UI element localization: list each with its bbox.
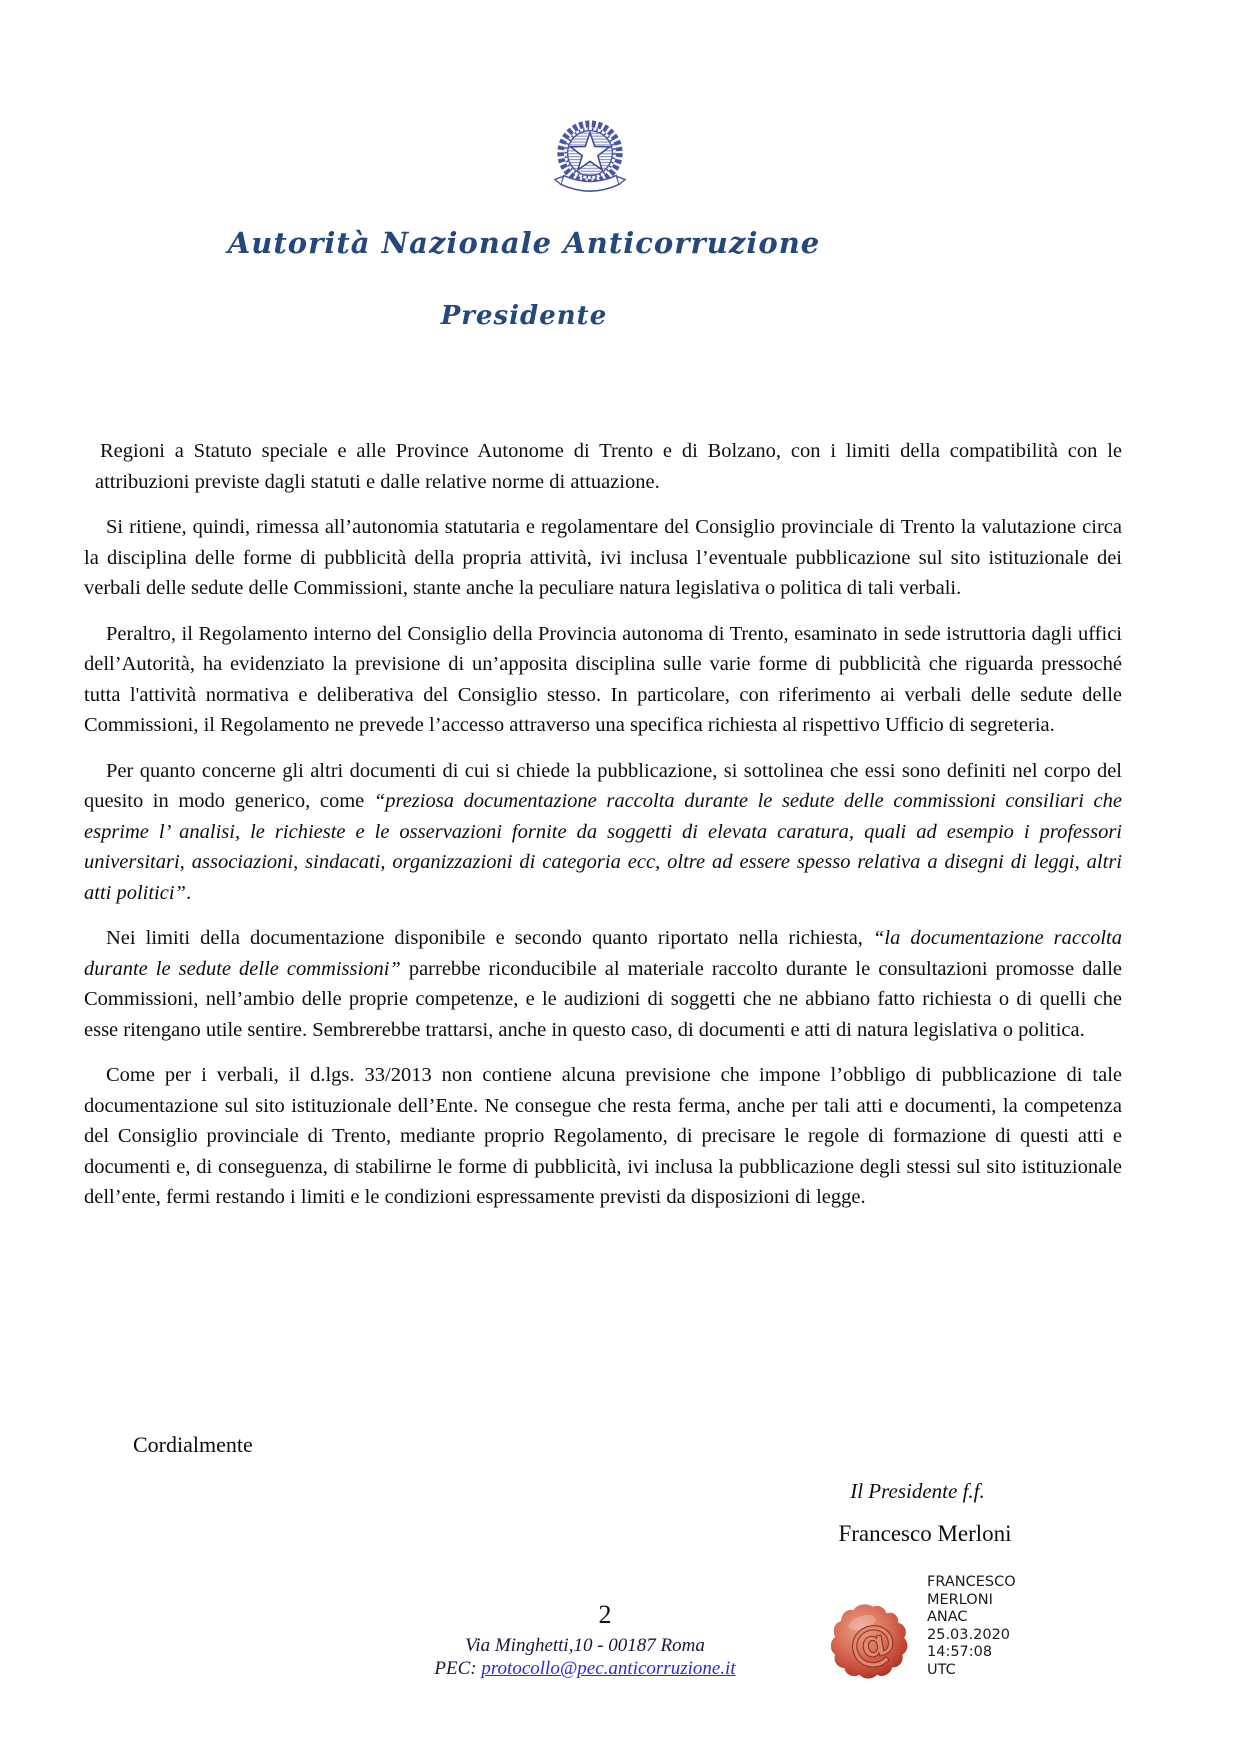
stamp-line: ANAC [927,1609,968,1626]
authority-name: Autorità Nazionale Anticorruzione [227,226,821,260]
stamp-line: 25.03.2020 [927,1626,1011,1643]
digital-signature-stamp [831,1570,1111,1690]
wax-seal-icon [831,1598,915,1686]
paragraph: Peraltro, il Regolamento interno del Consiglio della Provincia autonoma di Trento, esaminato in sede istruttoria dagli uffici dell’Autorità, ha evidenziato la previsione di un’apposita disciplina sulle varie forme di pubblicità che riguarda pressoché tutta l'attività normativa e deliberativa del Consiglio stesso. In particolare, con riferimento ai verbali delle sedute delle Commissioni, il Regolamento ne prevede l’accesso attraverso una specifica richiesta al rispettivo Ufficio di segreteria. [84,622,1122,736]
signer-role: Il Presidente f.f. [850,1479,985,1503]
stamp-line: FRANCESCO [927,1574,1016,1590]
pec-label: PEC: [434,1658,482,1679]
stamp-line: 14:57:08 [927,1644,993,1661]
stamp-line: UTC [927,1661,956,1678]
italian-republic-emblem-icon [551,112,629,206]
pec-link[interactable]: protocollo@pec.anticorruzione.it [481,1658,736,1679]
stamp-line: MERLONI [927,1591,993,1608]
footer [400,1634,770,1680]
stamp-text [927,1574,1016,1680]
page-number: 2 [598,1600,612,1629]
svg-text:@: @ [844,1612,901,1675]
letter-body [84,436,1122,1228]
paragraph: Nei limiti della documentazione disponibile e secondo quanto riportato nella richiesta, “la documentazione raccolta durante le sedute delle commissioni” parrebbe riconducibile al materiale raccolto durante le consultazioni promosse dalle Commissioni, nell’ambio delle proprie competenze, e le audizioni di soggetti che ne abbiano fatto richiesta o di quelli che esse ritengano utile sentire. Sembrerebbe trattarsi, anche in questo caso, di documenti e atti di natura legislativa o politica. [84,927,1122,1041]
closing-salutation: Cordialmente [133,1432,253,1457]
footer-address: Via Minghetti,10 - 00187 Roma [465,1635,705,1656]
paragraph: Regioni a Statuto speciale e alle Province Autonome di Trento e di Bolzano, con i limiti della compatibilità con le attribuzioni previste dagli statuti e dalle relative norme di attuazione. [95,440,1122,493]
footer-pec-line [400,1657,770,1680]
paragraph: Per quanto concerne gli altri documenti di cui si chiede la pubblicazione, si sottolinea che essi sono definiti nel corpo del quesito in modo generico, come “preziosa documentazione raccolta durante le sedute delle commissioni consiliari che esprime l’ analisi, le richieste e le osservazioni fornite da soggetti di elevata caratura, quali ad esempio i professori universitari, associazioni, sindacati, organizzazioni di categoria ecc, oltre ad essere spesso relativa a disegni di leggi, altri atti politici”. [84,759,1123,904]
signer-name: Francesco Merloni [838,1521,1012,1546]
paragraph: Come per i verbali, il d.lgs. 33/2013 non contiene alcuna previsione che impone l’obbligo di pubblicazione di tale documentazione sul sito istituzionale dell’Ente. Ne consegue che resta ferma, anche per tali atti e documenti, la competenza del Consiglio provinciale di Trento, mediante proprio Regolamento, di precisare le regole di formazione di questi atti e documenti e, di conseguenza, di stabilirne le forme di pubblicità, ivi inclusa la pubblicazione degli stessi sul sito istituzionale dell’ente, fermi restando i limiti e le condizioni espressamente previsti da disposizioni di legge. [84,1064,1122,1208]
paragraph: Si ritiene, quindi, rimessa all’autonomia statutaria e regolamentare del Consiglio provinciale di Trento la valutazione circa la disciplina delle forme di pubblicità della propria attività, ivi inclusa l’eventuale pubblicazione sul sito istituzionale dei verbali delle sedute delle Commissioni, stante anche la peculiare natura legislativa o politica di tali verbali. [84,516,1122,599]
presidente-title: Presidente [440,301,608,331]
